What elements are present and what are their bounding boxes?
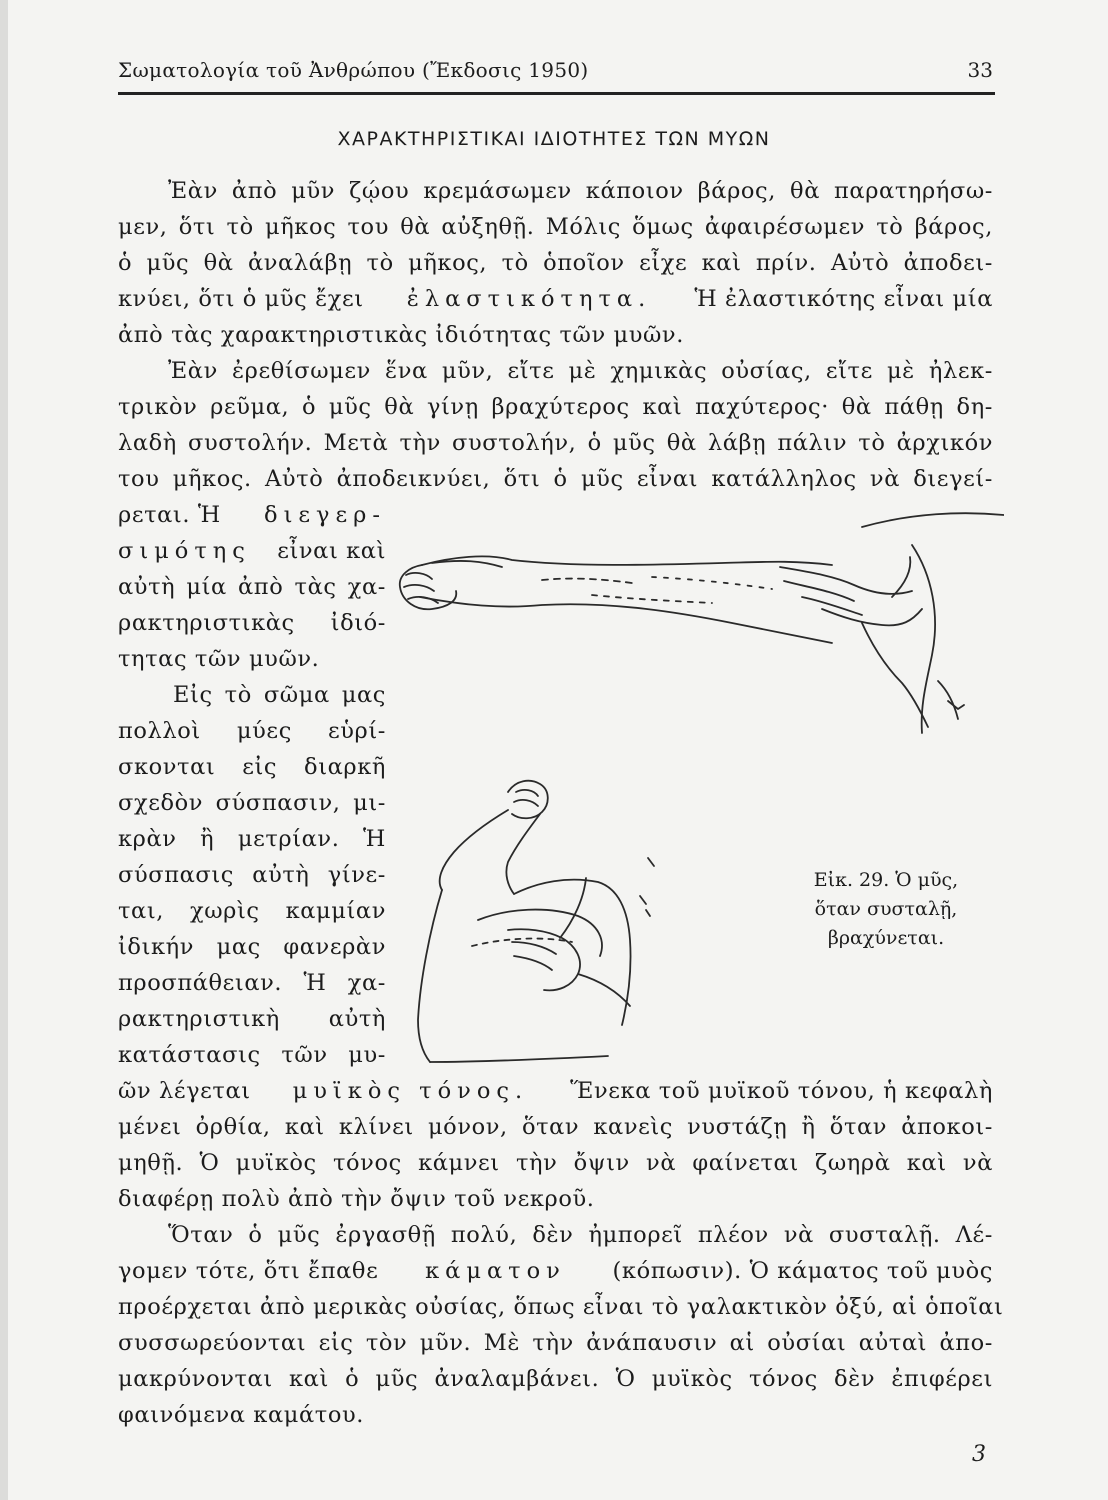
text-line: μακρύνονται καὶ ὁ μῦς ἀναλαμβάνει. Ὁ μυϊκὸς τόνος δὲν ἐπιφέρει xyxy=(118,1366,993,1392)
text-line: μηθῇ. Ὁ μυϊκὸς τόνος κάμνει τὴν ὄψιν νὰ φαίνεται ζωηρὰ καὶ νὰ xyxy=(118,1150,993,1176)
text-line: Ὅταν ὁ μῦς ἐργασθῇ πολύ, δὲν ἠμπορεῖ πλέον νὰ συσταλῇ. Λέ- xyxy=(168,1222,993,1248)
text-line: μένει ὀρθία, καὶ κλίνει μόνον, ὅταν κανεὶς νυστάζῃ ἢ ὅταν ἀποκοι- xyxy=(118,1114,993,1140)
header-rule xyxy=(118,92,995,95)
text-line: προέρχεται ἀπὸ μερικὰς οὐσίας, ὅπως εἶναι τὸ γαλακτικὸν ὀξύ, αἱ ὁποῖαι xyxy=(118,1294,1004,1320)
text-line xyxy=(118,538,386,564)
figure-caption-line: Εἰκ. 29. Ὁ μῦς, xyxy=(813,869,959,891)
text-line: τρικὸν ρεῦμα, ὁ μῦς θὰ γίνῃ βραχύτερος καὶ παχύτερος· θὰ πάθῃ δη- xyxy=(118,394,993,420)
running-head-title: Σωματολογία τοῦ Ἀνθρώπου (Ἔκδοσις 1950) xyxy=(118,58,589,82)
text-span: εἶναι καὶ xyxy=(277,538,386,564)
spaced-term: κάματον xyxy=(425,1258,566,1284)
text-line xyxy=(118,286,993,312)
page-number: 33 xyxy=(967,58,993,82)
spaced-term: ἐλαστικότητα. xyxy=(406,286,652,312)
text-line: αὐτὴ μία ἀπὸ τὰς χα- xyxy=(118,574,386,600)
text-line: λαδὴ συστολήν. Μετὰ τὴν συστολήν, ὁ μῦς θὰ λάβῃ πάλιν τὸ ἀρχικόν xyxy=(118,430,993,456)
text-line: ρακτηριστικὴ αὐτὴ xyxy=(118,1006,386,1032)
text-line: προσπάθειαν. Ἡ χα- xyxy=(118,970,386,996)
page-edge xyxy=(0,0,8,1500)
text-line: συσσωρεύονται εἰς τὸν μῦν. Μὲ τὴν ἀνάπαυσιν αἱ οὐσίαι αὐταὶ ἀπο- xyxy=(118,1330,993,1356)
text-span: κνύει, ὅτι ὁ μῦς ἔχει xyxy=(118,286,364,312)
text-line: του μῆκος. Αὐτὸ ἀποδεικνύει, ὅτι ὁ μῦς εἶναι κατάλληλος νὰ διεγεί- xyxy=(118,466,993,492)
flexed-arm-illustration xyxy=(408,770,670,1070)
text-line: μεν, ὅτι τὸ μῆκος του θὰ αὐξηθῇ. Μόλις ὅμως ἀφαιρέσωμεν τὸ βάρος, xyxy=(118,214,993,240)
text-line xyxy=(118,502,386,528)
text-line: ται, χωρὶς καμμίαν xyxy=(118,898,386,924)
text-line xyxy=(118,1078,993,1104)
text-span: Ἕνεκα τοῦ μυϊκοῦ τόνου, ἡ κεφαλὴ xyxy=(570,1078,993,1104)
text-line: ἰδικήν μας φανερὰν xyxy=(118,934,386,960)
text-line: τητας τῶν μυῶν. xyxy=(118,646,320,672)
section-heading: ΧΑΡΑΚΤΗΡΙΣΤΙΚΑΙ ΙΔΙΟΤΗΤΕΣ ΤΩΝ ΜΥΩΝ xyxy=(337,128,771,150)
text-line xyxy=(118,1258,993,1284)
text-line: σχεδὸν σύσπασιν, μι- xyxy=(118,790,386,816)
spaced-term: διεγερ- xyxy=(264,502,386,528)
text-line: ρακτηριστικὰς ἰδιό- xyxy=(118,610,386,636)
signature-folio: 3 xyxy=(972,1442,986,1467)
text-line: διαφέρῃ πολὺ ἀπὸ τὴν ὄψιν τοῦ νεκροῦ. xyxy=(118,1186,595,1212)
text-span: (κόπωσιν). Ὁ κάματος τοῦ μυὸς xyxy=(612,1258,993,1284)
text-span: Ἡ ἐλαστικότης εἶναι μία xyxy=(694,286,993,312)
text-line: σκονται εἰς διαρκῆ xyxy=(118,754,386,780)
text-line: ὁ μῦς θὰ ἀναλάβῃ τὸ μῆκος, τὸ ὁποῖον εἶχε καὶ πρίν. Αὐτὸ ἀποδει- xyxy=(118,250,993,276)
text-line: κρὰν ἢ μετρίαν. Ἡ xyxy=(118,826,386,852)
figure-caption-line: ὅταν συσταλῇ, xyxy=(814,898,958,920)
text-line: Ἐὰν ἀπὸ μῦν ζῴου κρεμάσωμεν κάποιον βάρος, θὰ παρατηρήσω- xyxy=(168,178,993,204)
text-line: κατάστασις τῶν μυ- xyxy=(118,1042,386,1068)
text-line: φαινόμενα καμάτου. xyxy=(118,1402,364,1428)
text-span: γομεν τότε, ὅτι ἔπαθε xyxy=(118,1258,379,1284)
spaced-term: σιμότης xyxy=(118,538,251,564)
text-line: σύσπασις αὐτὴ γίνε- xyxy=(118,862,386,888)
text-line: πολλοὶ μύες εὑρί- xyxy=(118,718,386,744)
text-line: Εἰς τὸ σῶμα μας xyxy=(173,682,386,708)
running-head xyxy=(118,58,993,86)
spaced-term: μυϊκὸς τόνος. xyxy=(292,1078,529,1104)
text-line: Ἐὰν ἐρεθίσωμεν ἕνα μῦν, εἴτε μὲ χημικὰς οὐσίας, εἴτε μὲ ἠλεκ- xyxy=(168,358,993,384)
text-span: ῶν λέγεται xyxy=(118,1078,251,1104)
figure-caption-line: βραχύνεται. xyxy=(827,927,945,949)
text-line: ἀπὸ τὰς χαρακτηριστικὰς ἰδιότητας τῶν μυῶν. xyxy=(118,322,684,348)
text-span: ρεται. Ἡ xyxy=(118,502,221,528)
extended-arm-illustration xyxy=(392,505,1004,740)
